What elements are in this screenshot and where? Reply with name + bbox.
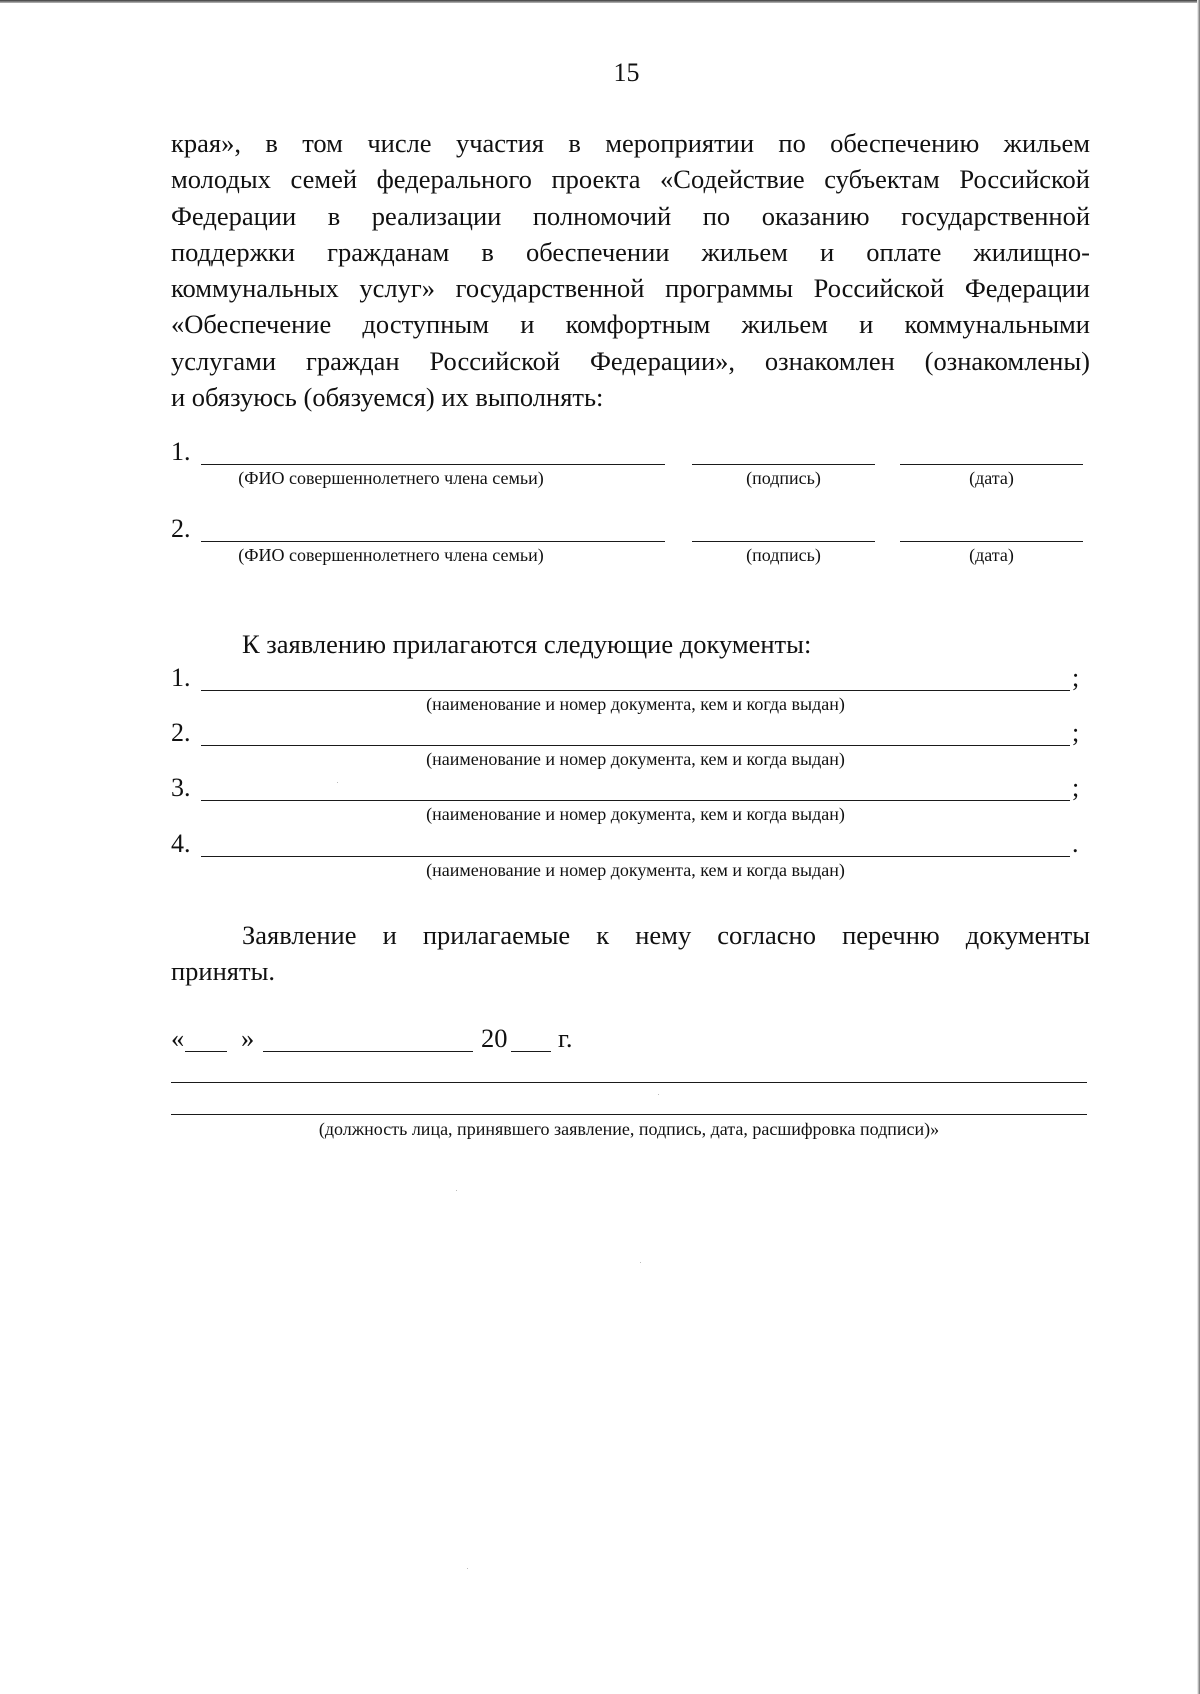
row-number: 1.	[171, 437, 191, 466]
date-line[interactable]	[900, 464, 1083, 465]
row-end-punctuation: ;	[1072, 718, 1080, 747]
document-caption: (наименование и номер документа, кем и когда выдан)	[426, 860, 845, 880]
official-line-2[interactable]	[171, 1114, 1087, 1115]
document-caption: (наименование и номер документа, кем и когда выдан)	[426, 694, 845, 714]
paragraph-line: и обязуюсь (обязуемся) их выполнять:	[171, 382, 604, 413]
signature-line[interactable]	[692, 541, 875, 542]
paragraph-line: Заявление и прилагаемые к нему согласно перечню документы	[242, 920, 1090, 950]
scan-speck	[640, 1262, 641, 1263]
document-line[interactable]	[201, 800, 1070, 801]
paragraph-line: края», в том числе участия в мероприятии по обеспечению жильем	[171, 128, 1090, 158]
signature-caption: (подпись)	[746, 545, 821, 565]
fio-line[interactable]	[201, 464, 665, 465]
row-end-punctuation: ;	[1072, 663, 1080, 692]
day-line[interactable]	[185, 1051, 227, 1052]
fio-caption: (ФИО совершеннолетнего члена семьи)	[238, 468, 544, 488]
row-number: 4.	[171, 829, 191, 858]
year-prefix: 20	[481, 1023, 508, 1053]
fio-caption: (ФИО совершеннолетнего члена семьи)	[238, 545, 544, 565]
date-line[interactable]	[900, 541, 1083, 542]
scan-speck	[456, 1190, 457, 1191]
paragraph-line: «Обеспечение доступным и комфортным жильем и коммунальными	[171, 309, 1090, 340]
document-line[interactable]	[201, 856, 1070, 857]
official-line-1[interactable]	[171, 1082, 1087, 1083]
month-line[interactable]	[263, 1051, 473, 1052]
document-caption: (наименование и номер документа, кем и когда выдан)	[426, 749, 845, 769]
row-number: 3.	[171, 773, 191, 802]
date-caption: (дата)	[969, 545, 1014, 565]
paragraph-line: поддержки гражданам в обеспечении жильем и оплате жилищно-	[171, 236, 1090, 267]
year-suffix: г.	[558, 1023, 573, 1053]
signature-caption: (подпись)	[746, 468, 821, 488]
fio-line[interactable]	[201, 541, 665, 542]
paragraph-line: приняты.	[171, 956, 275, 987]
main-paragraph	[171, 125, 1090, 415]
close-quote: »	[241, 1023, 255, 1053]
document-line[interactable]	[201, 745, 1070, 746]
row-end-punctuation: ;	[1072, 773, 1080, 802]
date-caption: (дата)	[969, 468, 1014, 488]
scan-edge-top	[0, 0, 1200, 3]
paragraph-line: молодых семей федерального проекта «Содействие субъектам Российской	[171, 164, 1090, 195]
document-caption: (наименование и номер документа, кем и когда выдан)	[426, 804, 845, 824]
document-line[interactable]	[201, 690, 1070, 691]
paragraph-line: Федерации в реализации полномочий по оказанию государственной	[171, 200, 1090, 231]
row-end-punctuation: .	[1072, 829, 1079, 858]
acceptance-paragraph	[171, 917, 1090, 990]
paragraph-line: услугами граждан Российской Федерации», ознакомлен (ознакомлены)	[171, 345, 1090, 376]
paragraph-line: коммунальных услуг» государственной программы Российской Федерации	[171, 273, 1090, 304]
scan-speck	[337, 782, 338, 783]
signature-line[interactable]	[692, 464, 875, 465]
page-number: 15	[613, 58, 640, 87]
row-number: 2.	[171, 718, 191, 747]
year-line[interactable]	[511, 1051, 551, 1052]
row-number: 1.	[171, 663, 191, 692]
open-quote: «	[171, 1023, 185, 1053]
scan-speck	[467, 1568, 468, 1569]
official-caption: (должность лица, принявшего заявление, подпись, дата, расшифровка подписи)»	[318, 1119, 940, 1139]
documents-heading: К заявлению прилагаются следующие документы:	[242, 629, 812, 659]
row-number: 2.	[171, 514, 191, 543]
scan-speck	[658, 1094, 659, 1095]
